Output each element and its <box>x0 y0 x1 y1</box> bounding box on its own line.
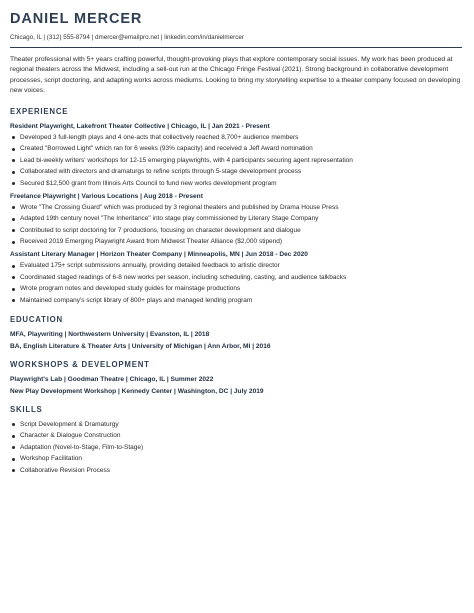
skills-list <box>10 421 462 475</box>
skills-heading: SKILLS <box>10 404 43 414</box>
education-heading: EDUCATION <box>10 314 63 324</box>
bullet-item: Coordinated staged readings of 6-8 new works per season, including scheduling, casting, and audience talkbacks <box>10 274 462 282</box>
contact-line: Chicago, IL | (312) 555-8794 | dmercer@emailpro.net | linkedin.com/in/danielmercer <box>10 34 245 41</box>
bullet-item: Contributed to script doctoring for 7 productions, focusing on character development and dialogue <box>10 227 462 235</box>
bullet-item: Lead bi-weekly writers' workshops for 12-15 emerging playwrights, with 4 participants securing agent representation <box>10 157 462 165</box>
education-entry: MFA, Playwriting | Northwestern University | Evanston, IL | 2018 <box>10 330 210 338</box>
job-bullets <box>10 262 462 305</box>
job-entry <box>10 251 462 305</box>
experience-heading: EXPERIENCE <box>10 106 69 116</box>
job-heading: Freelance Playwright | Various Locations | Aug 2018 - Present <box>10 192 203 200</box>
bullet-item: Created "Borrowed Light" which ran for 6 weeks (93% capacity) and received a Jeff Award nomination <box>10 145 462 153</box>
bullet-item: Evaluated 175+ script submissions annually, providing detailed feedback to artistic director <box>10 262 462 270</box>
skill-item: Collaborative Revision Process <box>10 467 462 475</box>
education-entry: BA, English Literature & Theater Arts | University of Michigan | Ann Arbor, MI | 2016 <box>10 342 271 350</box>
workshops-heading: WORKSHOPS & DEVELOPMENT <box>10 359 150 369</box>
bullet-item: Received 2019 Emerging Playwright Award from Midwest Theater Alliance ($2,000 stipend) <box>10 238 462 246</box>
bullet-item: Developed 3 full-length plays and 4 one-acts that collectively reached 8,700+ audience members <box>10 134 462 142</box>
candidate-name: DANIEL MERCER <box>10 11 143 27</box>
workshop-entry: New Play Development Workshop | Kennedy Center | Washington, DC | July 2019 <box>10 387 264 395</box>
skill-item: Adaptation (Novel-to-Stage, Film-to-Stage) <box>10 444 462 452</box>
job-heading: Assistant Literary Manager | Horizon Theater Company | Minneapolis, MN | Jun 2018 - Dec 2020 <box>10 251 308 259</box>
workshop-entry: Playwright's Lab | Goodman Theatre | Chicago, IL | Summer 2022 <box>10 375 214 383</box>
job-entry <box>10 123 462 188</box>
bullet-item: Adapted 19th century novel "The Inheritance" into stage play commissioned by Literary Stage Company <box>10 215 462 223</box>
skill-item: Workshop Facilitation <box>10 455 462 463</box>
bullet-item: Wrote program notes and developed study guides for mainstage productions <box>10 285 462 293</box>
job-bullets <box>10 204 462 247</box>
job-bullets <box>10 134 462 188</box>
skill-item: Character & Dialogue Construction <box>10 432 462 440</box>
bullet-item: Secured $12,500 grant from Illinois Arts Council to fund new works development program <box>10 180 462 188</box>
skill-item: Script Development & Dramaturgy <box>10 421 462 429</box>
job-entry <box>10 193 462 247</box>
bullet-item: Collaborated with directors and dramaturgs to refine scripts through 5-stage development process <box>10 168 462 176</box>
bullet-item: Wrote "The Crossing Guard" which was produced by 3 regional theaters and published by Drama House Press <box>10 204 462 212</box>
job-heading: Resident Playwright, Lakefront Theater Collective | Chicago, IL | Jan 2021 - Present <box>10 122 270 130</box>
professional-summary: Theater professional with 5+ years crafting powerful, thought-provoking plays that explore contemporary social issues. My work has been produced at regional theaters across the Midwest, including a sell-out run at the Chicago Fringe Festival (2021). Strong background in collaborative development processes, script doctoring, and adapting works across mediums. Looking to bring my storytelling expertise to a theater company focused on developing new voices. <box>10 56 461 95</box>
header-divider <box>10 47 462 48</box>
bullet-item: Maintained company's script library of 800+ plays and managed lending program <box>10 297 462 305</box>
